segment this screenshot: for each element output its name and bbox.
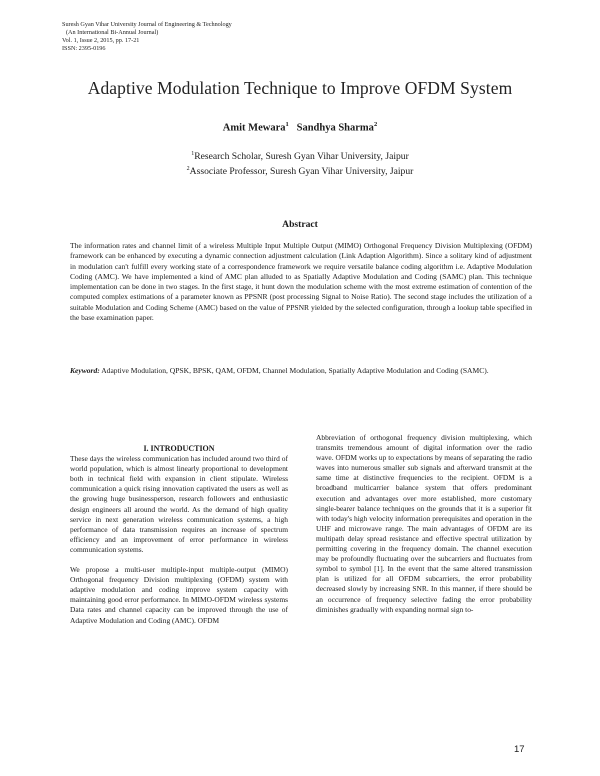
affiliation bbox=[0, 151, 600, 162]
section-heading: I. INTRODUCTION bbox=[143, 444, 215, 453]
body-paragraph: Abbreviation of orthogonal frequency division multiplexing, which transmits tremendous amount of digital information over the radio wave. OFDM works up to expectations by means of separating the radio waves into numerous smaller sub signals and afterward transmit at the same time at distinctive frequencies to the recipient. OFDM is a broadband multicarrier balance system that offers predominant execution and advantages over more established, more customary single-bearer balance techniques on the grounds that it is a superior fit with today's high velocity information prerequisites and operation in the UHF and microwave range. The main advantages of OFDM are its multipath delay spread resistance and effective spectral utilization by permitting covering in the frequency domain. The channel execution may be profoundly fluctuating over the subcarriers and fluctuates from symbol to symbol [1]. In the event that the same altered transmission plan is utilized for all OFDM subcarriers, the error probability decreased slowly by increasing SNR. In this manner, if there should be an occurrence of frequency selective fading the error probability diminishes gradually with expanding normal sign to- bbox=[316, 433, 532, 614]
affiliation-sup: 1 bbox=[191, 151, 195, 157]
journal-header bbox=[62, 21, 232, 53]
affiliation bbox=[0, 166, 600, 177]
journal-name: Suresh Gyan Vihar University Journal of Engineering & Technology bbox=[62, 21, 232, 28]
affiliation-text: Research Scholar, Suresh Gyan Vihar University, Jaipur bbox=[194, 151, 409, 163]
left-column bbox=[70, 444, 288, 626]
author-sup: 1 bbox=[285, 121, 289, 128]
body-paragraph: We propose a multi-user multiple-input multiple-output (MIMO) Orthogonal frequency Division multiplexing (OFDM) system with adaptive modulation and coding improve system capacity with maintaining good error performance. In MIMO-OFDM wireless systems Data rates and channel capacity can be improved through the use of Adaptive Modulation and Coding (AMC). OFDM bbox=[70, 565, 288, 625]
abstract-text: The information rates and channel limit of a wireless Multiple Input Multiple Output (MIMO) Orthogonal Frequency Division Multiplexing (OFDM) framework can be enhanced by executing a dynamic connection adjustment calculation (Link Adaption Algorithm). Since a solitary kind of adjustment in modulation can't fulfill every working state of a correspondence framework we require versatile balance coding algorithm i.e. Adaptive Modulation Coding (AMC). We have implemented a kind of AMC plan alluded to as Spatially Adaptive Modulation and Coding (SAMC) plan. This technique implementation can be done in two stages. In the first stage, it hunt down the modulation scheme with the most extreme estimation of contention of the computed complex estimations of a parameter known as PPSNR (post processing Signal to Noise Ratio). The second stage includes the utilization of a suitable Modulation and Coding Scheme (AMC) based on the value of PPSNR yielded by the selected configuration, through a lookup table specified in the base examination paper. bbox=[70, 241, 532, 323]
author-sup: 2 bbox=[373, 121, 378, 128]
right-column bbox=[316, 433, 532, 615]
paper-title: Adaptive Modulation Technique to Improve OFDM System bbox=[87, 78, 513, 98]
affiliation-sup: 2 bbox=[186, 166, 190, 172]
journal-subtitle: (An International Bi-Annual Journal) bbox=[66, 29, 159, 36]
abstract-heading: Abstract bbox=[282, 219, 318, 230]
journal-volume: Vol. 1, Issue 2, 2015, pp. 17-21 bbox=[62, 37, 140, 44]
journal-issn: ISSN: 2395-0196 bbox=[62, 45, 106, 52]
keywords bbox=[70, 366, 532, 376]
page-number: 17 bbox=[514, 744, 525, 755]
affiliation-text: Associate Professor, Suresh Gyan Vihar University, Jaipur bbox=[189, 166, 414, 178]
body-paragraph: These days the wireless communication has included around two third of world population, which is almost linearly proportional to development both in technical field with expansion in client stipulate. Wireless communication a quick rising innovation captivated the users as well as the growing huge businessperson, research followers and enthusiastic design engineers all around the world. As the demand of high quality service in next generation wireless communication systems, a high performance of data transmission requires an increase of spectrum efficiency and an improvement of error performance in wireless communication systems. bbox=[70, 454, 288, 554]
author-name: Sandhya Sharma bbox=[296, 122, 374, 134]
author-list bbox=[0, 121, 600, 134]
keywords-text: Adaptive Modulation, QPSK, BPSK, QAM, OFDM, Channel Modulation, Spatially Adaptive Modulation and Coding (SAMC). bbox=[99, 366, 489, 375]
author-name: Amit Mewara bbox=[222, 122, 286, 134]
keywords-label: Keyword: bbox=[70, 366, 100, 375]
